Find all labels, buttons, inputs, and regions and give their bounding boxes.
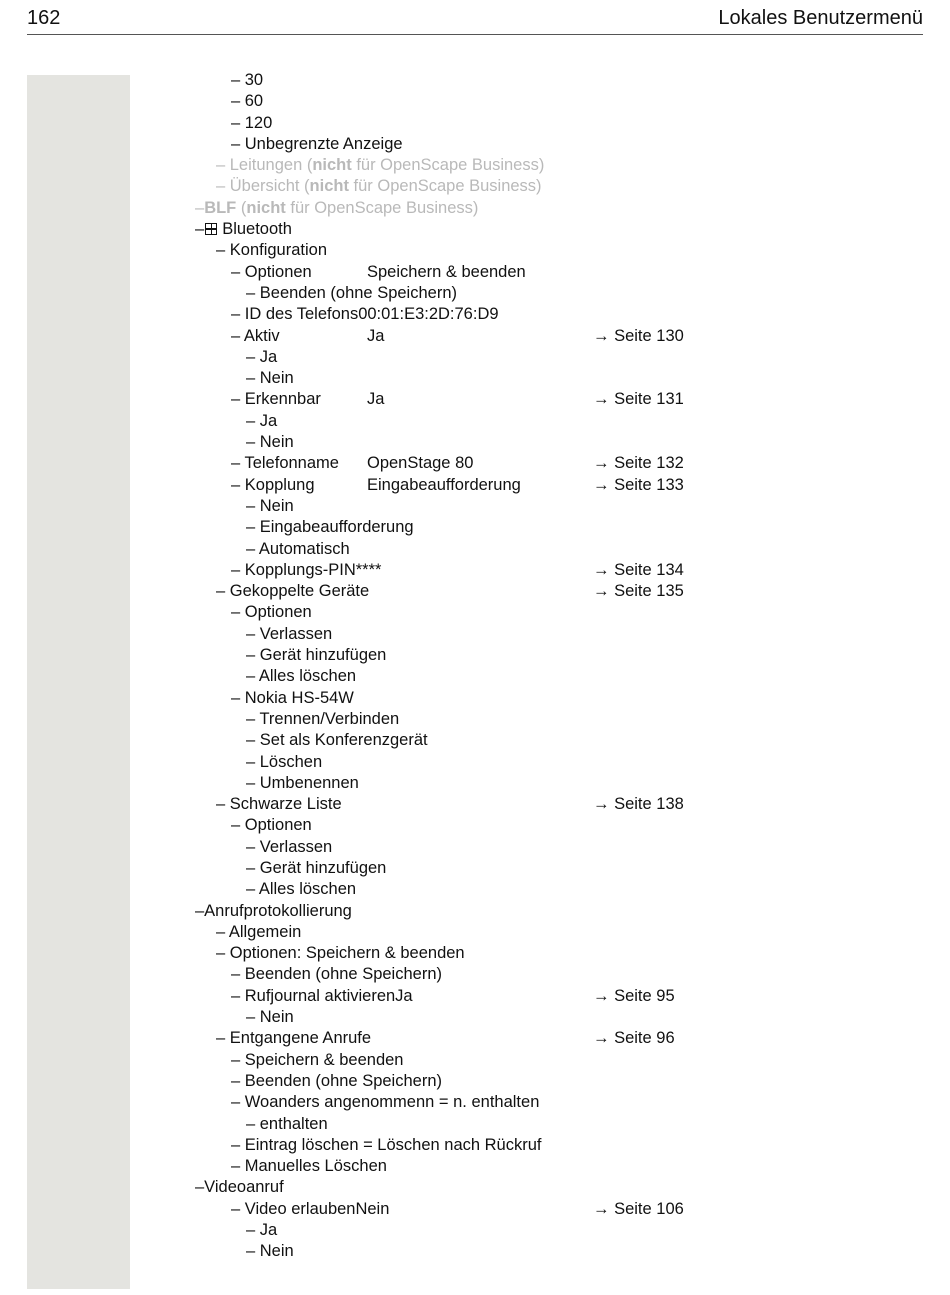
menu-row bbox=[0, 453, 950, 474]
menu-item-text: – Eingabeaufforderung bbox=[246, 518, 414, 537]
menu-item-label bbox=[231, 1135, 541, 1156]
menu-item-text: – Übersicht ( bbox=[216, 177, 310, 196]
menu-item-text: – Nein bbox=[246, 433, 294, 452]
menu-row bbox=[0, 1071, 950, 1092]
menu-row bbox=[0, 155, 950, 176]
menu-row bbox=[0, 326, 950, 347]
menu-item-label bbox=[246, 432, 294, 453]
menu-row bbox=[0, 1028, 950, 1049]
menu-row bbox=[0, 91, 950, 112]
menu-row bbox=[0, 943, 950, 964]
menu-item-label bbox=[231, 389, 321, 410]
page-reference: → Seite 133 bbox=[593, 475, 684, 494]
menu-item-label bbox=[216, 922, 301, 943]
menu-item-value: Ja bbox=[367, 326, 385, 345]
menu-row bbox=[0, 283, 950, 304]
menu-item-label bbox=[231, 1199, 389, 1220]
menu-item-label bbox=[231, 1092, 539, 1113]
menu-row bbox=[0, 1220, 950, 1241]
menu-item-value: Speichern & beenden bbox=[367, 262, 526, 281]
menu-item-text-suffix: für OpenScape Business) bbox=[348, 177, 542, 196]
menu-row bbox=[0, 134, 950, 155]
menu-item-text: – Nein bbox=[246, 369, 294, 388]
menu-row bbox=[0, 752, 950, 773]
page-reference: → Seite 135 bbox=[593, 582, 684, 601]
menu-row bbox=[0, 688, 950, 709]
menu-row bbox=[0, 922, 950, 943]
menu-row bbox=[0, 837, 950, 858]
menu-item-text: – Schwarze Liste bbox=[216, 795, 342, 814]
menu-item-label bbox=[216, 1028, 371, 1049]
menu-item-text: – Video erlaubenNein bbox=[231, 1199, 390, 1218]
page-title: Lokales Benutzermenü bbox=[718, 7, 923, 29]
menu-row bbox=[0, 901, 950, 922]
menu-item-text: – Telefonname bbox=[231, 454, 339, 473]
menu-item-text: – Allgemein bbox=[216, 922, 302, 941]
page-reference: → Seite 130 bbox=[593, 326, 684, 345]
menu-item-text: – Leitungen ( bbox=[216, 156, 313, 175]
menu-row bbox=[0, 70, 950, 91]
menu-item-text-suffix: Bluetooth bbox=[222, 220, 292, 239]
menu-item-label bbox=[246, 645, 386, 666]
menu-row bbox=[0, 496, 950, 517]
menu-row bbox=[0, 602, 950, 623]
menu-item-label bbox=[246, 1114, 328, 1135]
menu-item-text: – Konfiguration bbox=[216, 241, 327, 260]
menu-item-label bbox=[246, 517, 414, 538]
menu-row bbox=[0, 240, 950, 261]
menu-row bbox=[0, 624, 950, 645]
menu-row bbox=[0, 1156, 950, 1177]
menu-item-text: – bbox=[195, 220, 205, 239]
menu-row bbox=[0, 368, 950, 389]
menu-item-text: – Woanders angenommenn = n. enthalten bbox=[231, 1093, 540, 1112]
bluetooth-box-icon bbox=[205, 223, 217, 235]
menu-item-text: – Aktiv bbox=[231, 326, 280, 345]
menu-item-text: – Alles löschen bbox=[246, 880, 357, 899]
menu-row bbox=[0, 1092, 950, 1113]
menu-item-label bbox=[246, 1007, 294, 1028]
menu-item-label bbox=[195, 219, 292, 240]
menu-row bbox=[0, 1177, 950, 1198]
menu-item-emphasis: nicht bbox=[309, 177, 349, 196]
menu-row bbox=[0, 709, 950, 730]
page-reference: → Seite 138 bbox=[593, 795, 684, 814]
menu-item-label bbox=[231, 475, 315, 496]
page-header bbox=[27, 4, 923, 35]
menu-item-label bbox=[216, 943, 465, 964]
menu-item-text: – bbox=[195, 198, 205, 217]
menu-item-label bbox=[231, 815, 312, 836]
menu-row bbox=[0, 879, 950, 900]
menu-item-text: – Eintrag löschen = Löschen nach Rückruf bbox=[231, 1135, 542, 1154]
menu-item-text: – Beenden (ohne Speichern) bbox=[231, 1071, 442, 1090]
menu-item-text: – Set als Konferenzgerät bbox=[246, 731, 428, 750]
menu-item-text: – Optionen bbox=[231, 262, 312, 281]
menu-item-label bbox=[246, 1220, 277, 1241]
page-reference: → Seite 96 bbox=[593, 1029, 675, 1048]
menu-item-label bbox=[246, 347, 277, 368]
menu-item-label bbox=[216, 240, 327, 261]
menu-item-label bbox=[231, 688, 354, 709]
menu-row bbox=[0, 986, 950, 1007]
menu-row bbox=[0, 1007, 950, 1028]
menu-item-label bbox=[231, 113, 272, 134]
menu-row bbox=[0, 645, 950, 666]
menu-item-text: – Gerät hinzufügen bbox=[246, 646, 387, 665]
menu-item-label bbox=[231, 453, 339, 474]
menu-item-label bbox=[231, 986, 413, 1007]
menu-item-label bbox=[246, 539, 350, 560]
menu-item-emphasis: nicht bbox=[246, 198, 286, 217]
menu-item-text: – Kopplung bbox=[231, 475, 315, 494]
menu-item-text: – Ja bbox=[246, 411, 278, 430]
menu-item-emphasis: BLF bbox=[204, 198, 237, 217]
menu-item-value: OpenStage 80 bbox=[367, 454, 474, 473]
page-reference: → Seite 95 bbox=[593, 986, 675, 1005]
menu-item-text: – Optionen bbox=[231, 603, 312, 622]
menu-row bbox=[0, 113, 950, 134]
menu-item-text: – Nein bbox=[246, 1008, 294, 1027]
menu-item-text: –Videoanruf bbox=[195, 1178, 284, 1197]
menu-item-text: – Nokia HS-54W bbox=[231, 688, 354, 707]
menu-row bbox=[0, 964, 950, 985]
menu-item-label bbox=[246, 1241, 294, 1262]
page-reference: → Seite 132 bbox=[593, 454, 684, 473]
menu-row bbox=[0, 389, 950, 410]
menu-item-text: – Speichern & beenden bbox=[231, 1050, 404, 1069]
menu-item-text: – Nein bbox=[246, 1242, 294, 1261]
menu-item-label bbox=[216, 155, 544, 176]
menu-item-text: – Verlassen bbox=[246, 624, 333, 643]
menu-row bbox=[0, 475, 950, 496]
menu-item-text-suffix: für OpenScape Business) bbox=[285, 198, 479, 217]
menu-item-label bbox=[246, 496, 294, 517]
menu-item-text: – Verlassen bbox=[246, 837, 333, 856]
menu-item-text: – Automatisch bbox=[246, 539, 350, 558]
menu-item-label bbox=[195, 901, 352, 922]
menu-item-text: – Beenden (ohne Speichern) bbox=[231, 965, 442, 984]
menu-item-text: – Manuelles Löschen bbox=[231, 1157, 387, 1176]
menu-item-label bbox=[216, 794, 342, 815]
menu-row bbox=[0, 858, 950, 879]
menu-item-text: – 60 bbox=[231, 92, 264, 111]
menu-item-label bbox=[246, 730, 428, 751]
menu-row bbox=[0, 1135, 950, 1156]
menu-row bbox=[0, 432, 950, 453]
menu-item-label bbox=[231, 602, 312, 623]
menu-item-text: – Erkennbar bbox=[231, 390, 321, 409]
menu-item-text: – Optionen bbox=[231, 816, 312, 835]
menu-item-text: – Gerät hinzufügen bbox=[246, 858, 387, 877]
menu-tree bbox=[0, 70, 950, 1263]
menu-item-label bbox=[231, 326, 280, 347]
menu-item-label bbox=[216, 581, 369, 602]
menu-item-text: – Beenden (ohne Speichern) bbox=[246, 283, 457, 302]
menu-item-label bbox=[246, 411, 277, 432]
menu-item-text: – Umbenennen bbox=[246, 773, 359, 792]
menu-item-value: Ja bbox=[367, 390, 385, 409]
menu-item-label bbox=[246, 368, 294, 389]
menu-item-label bbox=[231, 304, 499, 325]
menu-item-text: – 120 bbox=[231, 113, 273, 132]
menu-item-label bbox=[195, 1177, 284, 1198]
menu-item-label bbox=[246, 283, 457, 304]
menu-row bbox=[0, 794, 950, 815]
menu-item-text: – Entgangene Anrufe bbox=[216, 1029, 372, 1048]
menu-item-label bbox=[246, 773, 359, 794]
menu-item-label bbox=[246, 709, 399, 730]
menu-row bbox=[0, 304, 950, 325]
menu-row bbox=[0, 517, 950, 538]
menu-row bbox=[0, 1241, 950, 1262]
menu-item-label bbox=[246, 858, 386, 879]
menu-item-text: –Anrufprotokollierung bbox=[195, 901, 352, 920]
menu-item-text: – Kopplungs-PIN**** bbox=[231, 560, 382, 579]
menu-row bbox=[0, 262, 950, 283]
menu-item-text-suffix: für OpenScape Business) bbox=[351, 156, 545, 175]
menu-row bbox=[0, 581, 950, 602]
menu-row bbox=[0, 730, 950, 751]
menu-row bbox=[0, 219, 950, 240]
menu-row bbox=[0, 198, 950, 219]
page-number: 162 bbox=[27, 7, 61, 29]
menu-row bbox=[0, 560, 950, 581]
menu-item-label bbox=[246, 752, 322, 773]
menu-item-label bbox=[216, 176, 542, 197]
menu-item-label bbox=[195, 198, 478, 219]
menu-row bbox=[0, 1199, 950, 1220]
menu-item-label bbox=[231, 1050, 403, 1071]
menu-item-text: – Ja bbox=[246, 347, 278, 366]
menu-row bbox=[0, 539, 950, 560]
menu-item-label bbox=[246, 879, 356, 900]
menu-item-label bbox=[231, 560, 381, 581]
menu-item-text: – Löschen bbox=[246, 752, 323, 771]
menu-item-text: – 30 bbox=[231, 71, 264, 89]
menu-row bbox=[0, 411, 950, 432]
menu-item-label bbox=[231, 70, 263, 91]
menu-item-label bbox=[246, 624, 332, 645]
menu-item-text: – Nein bbox=[246, 496, 294, 515]
menu-row bbox=[0, 1114, 950, 1135]
menu-item-label bbox=[231, 964, 442, 985]
menu-row bbox=[0, 815, 950, 836]
menu-item-text: – enthalten bbox=[246, 1114, 328, 1133]
menu-item-text: – Gekoppelte Geräte bbox=[216, 582, 370, 601]
menu-item-text: – Rufjournal aktivierenJa bbox=[231, 986, 413, 1005]
menu-row bbox=[0, 773, 950, 794]
menu-item-text: – Trennen/Verbinden bbox=[246, 709, 400, 728]
page-reference: → Seite 131 bbox=[593, 390, 684, 409]
menu-item-text: – Ja bbox=[246, 1221, 278, 1240]
menu-item-label bbox=[231, 262, 312, 283]
page-reference: → Seite 134 bbox=[593, 560, 684, 579]
menu-row bbox=[0, 1050, 950, 1071]
menu-item-emphasis: nicht bbox=[312, 156, 352, 175]
menu-row bbox=[0, 176, 950, 197]
menu-item-value: Eingabeaufforderung bbox=[367, 475, 521, 494]
menu-item-label bbox=[246, 837, 332, 858]
menu-item-text: – Optionen: Speichern & beenden bbox=[216, 944, 465, 963]
menu-item-label bbox=[246, 666, 356, 687]
page-reference: → Seite 106 bbox=[593, 1199, 684, 1218]
menu-item-label bbox=[231, 1071, 442, 1092]
menu-item-label bbox=[231, 134, 403, 155]
menu-item-label bbox=[231, 91, 263, 112]
menu-item-text: – ID des Telefons00:01:E3:2D:76:D9 bbox=[231, 305, 499, 324]
menu-item-text: – Alles löschen bbox=[246, 667, 357, 686]
menu-row bbox=[0, 347, 950, 368]
menu-item-text: – Unbegrenzte Anzeige bbox=[231, 134, 403, 153]
menu-item-label bbox=[231, 1156, 387, 1177]
menu-row bbox=[0, 666, 950, 687]
menu-item-text-suffix: ( bbox=[236, 198, 247, 217]
